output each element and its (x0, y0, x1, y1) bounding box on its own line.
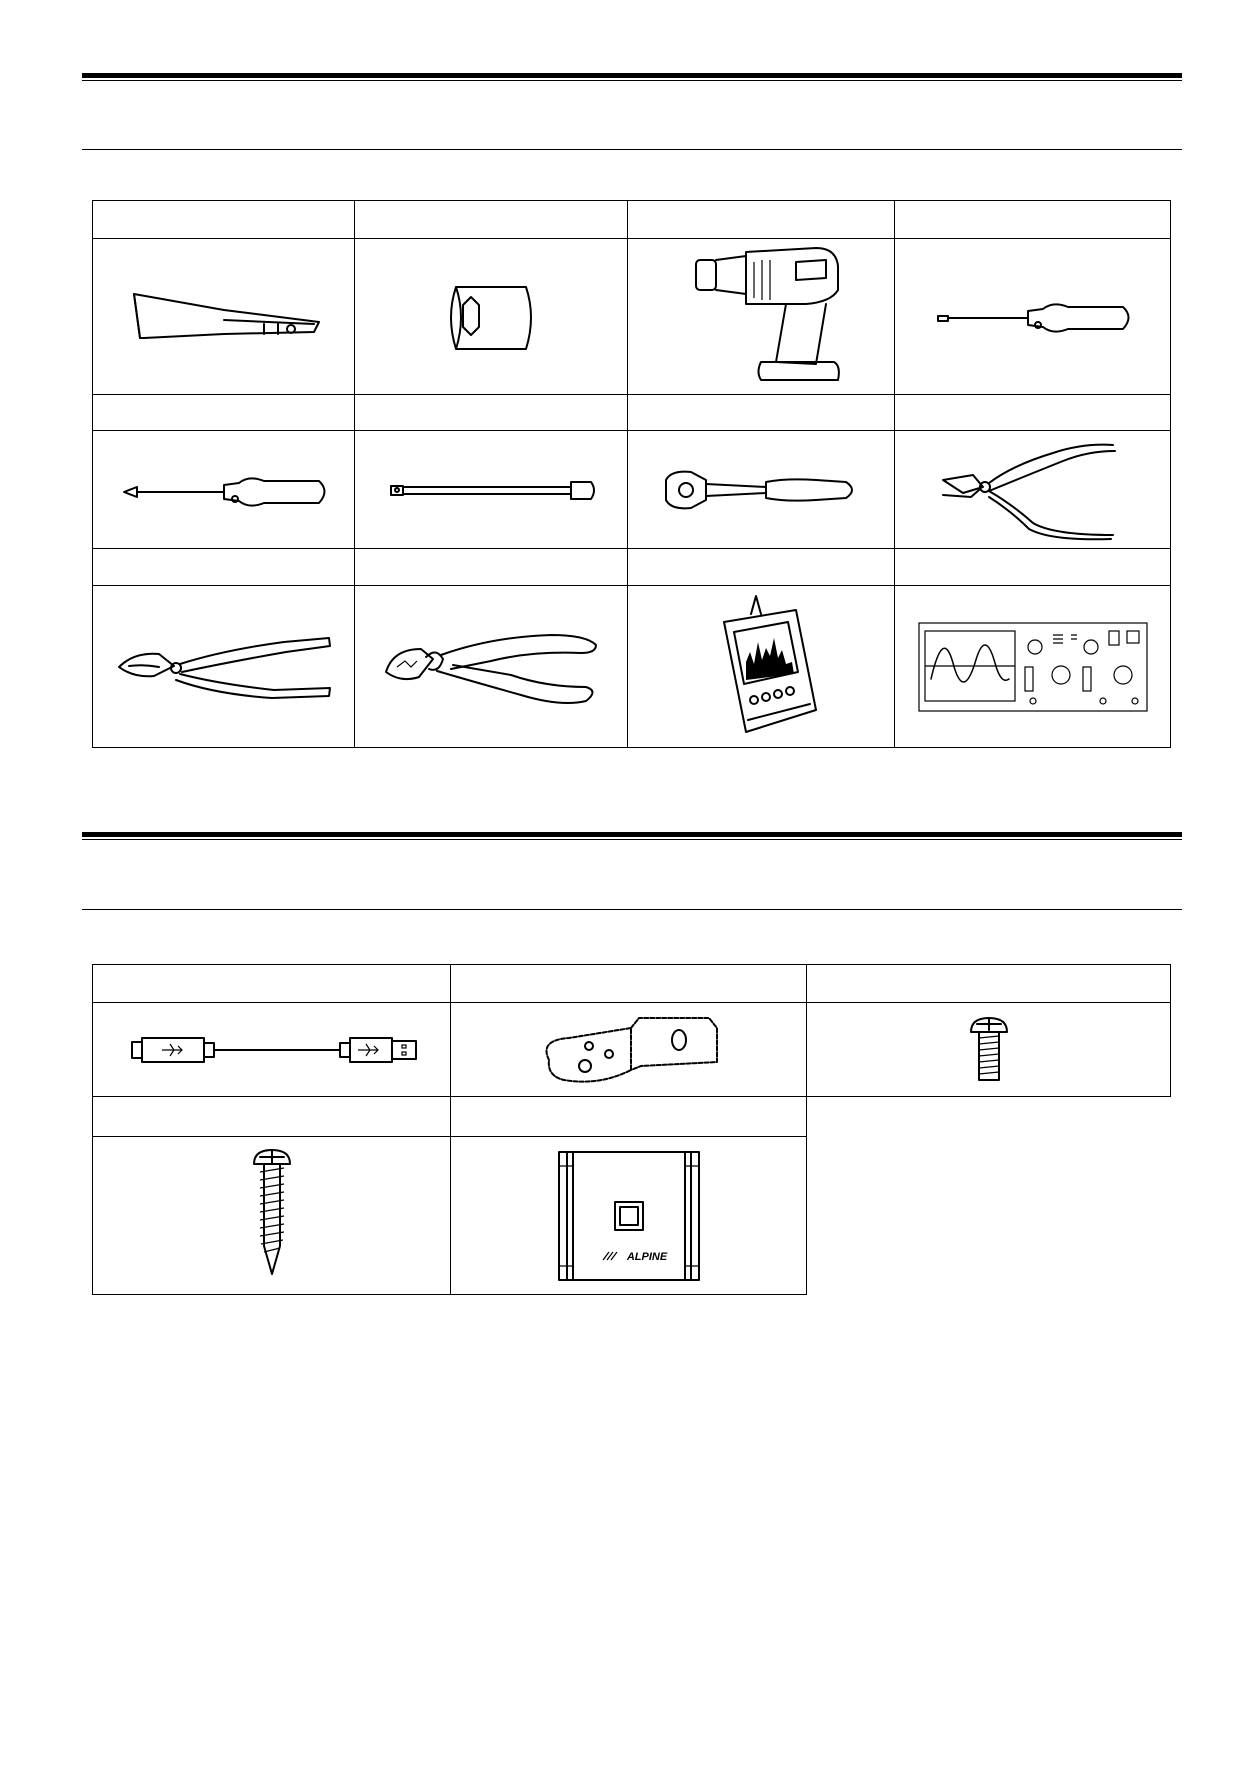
tool-image-cell (628, 586, 895, 748)
slip-joint-pliers-icon (371, 617, 611, 717)
handheld-monitor-tester-icon (686, 592, 836, 742)
section-rule-thick (82, 73, 1182, 78)
tool-label (93, 395, 355, 431)
tool-image-cell (895, 239, 1171, 395)
alpine-logo: ALPINE (626, 1250, 667, 1263)
wire-crimper-pliers-icon (104, 622, 344, 712)
tool-label (628, 201, 895, 239)
tool-image-cell (628, 431, 895, 549)
tool-label (93, 201, 355, 239)
part-label (451, 1097, 807, 1137)
tool-label (628, 395, 895, 431)
phillips-screwdriver-icon (109, 460, 339, 520)
cordless-drill-icon (666, 242, 856, 392)
tool-image-cell (93, 239, 355, 395)
tool-label (355, 201, 628, 239)
tool-image-cell (93, 431, 355, 549)
part-image-cell (93, 1003, 451, 1097)
tool-label (355, 395, 628, 431)
tool-image-cell (355, 239, 628, 395)
ratchet-wrench-icon (646, 460, 876, 520)
mounting-bracket-icon (519, 1010, 739, 1090)
part-label (93, 965, 451, 1003)
tool-label (895, 201, 1171, 239)
tool-label (93, 549, 355, 586)
flat-screwdriver-icon (918, 287, 1148, 347)
part-label (807, 965, 1171, 1003)
tool-image-cell (895, 431, 1171, 549)
wedge-trim-tool-icon (114, 282, 334, 352)
empty-cell (807, 1137, 1171, 1295)
part-image-cell (451, 1137, 807, 1295)
tool-image-cell (355, 586, 628, 748)
section-rule-double (82, 839, 1182, 840)
tool-label (895, 549, 1171, 586)
part-image-cell (93, 1137, 451, 1295)
diagonal-cutter-icon (923, 435, 1143, 545)
section-rule-thick (82, 832, 1182, 837)
tool-image-cell (628, 239, 895, 395)
section-rule-thin (82, 909, 1182, 910)
tools-table (92, 200, 1171, 748)
tool-label (355, 549, 628, 586)
machine-screw-icon (959, 1010, 1019, 1090)
parts-table (92, 964, 1171, 1295)
tool-image-cell (93, 586, 355, 748)
empty-cell (807, 1097, 1171, 1137)
socket-icon (411, 267, 571, 367)
part-label (93, 1097, 451, 1137)
section-rule-thin (82, 149, 1182, 150)
extension-bar-icon (371, 470, 611, 510)
usb-cable-icon (122, 1030, 422, 1070)
tapping-screw-icon (242, 1146, 302, 1286)
tool-label (628, 549, 895, 586)
alpine-mount-plate-icon (549, 1146, 709, 1286)
oscilloscope-icon (913, 617, 1153, 717)
tool-label (895, 395, 1171, 431)
part-label (451, 965, 807, 1003)
part-image-cell (807, 1003, 1171, 1097)
section-rule-double (82, 80, 1182, 81)
part-image-cell (451, 1003, 807, 1097)
tool-image-cell (895, 586, 1171, 748)
tool-image-cell (355, 431, 628, 549)
